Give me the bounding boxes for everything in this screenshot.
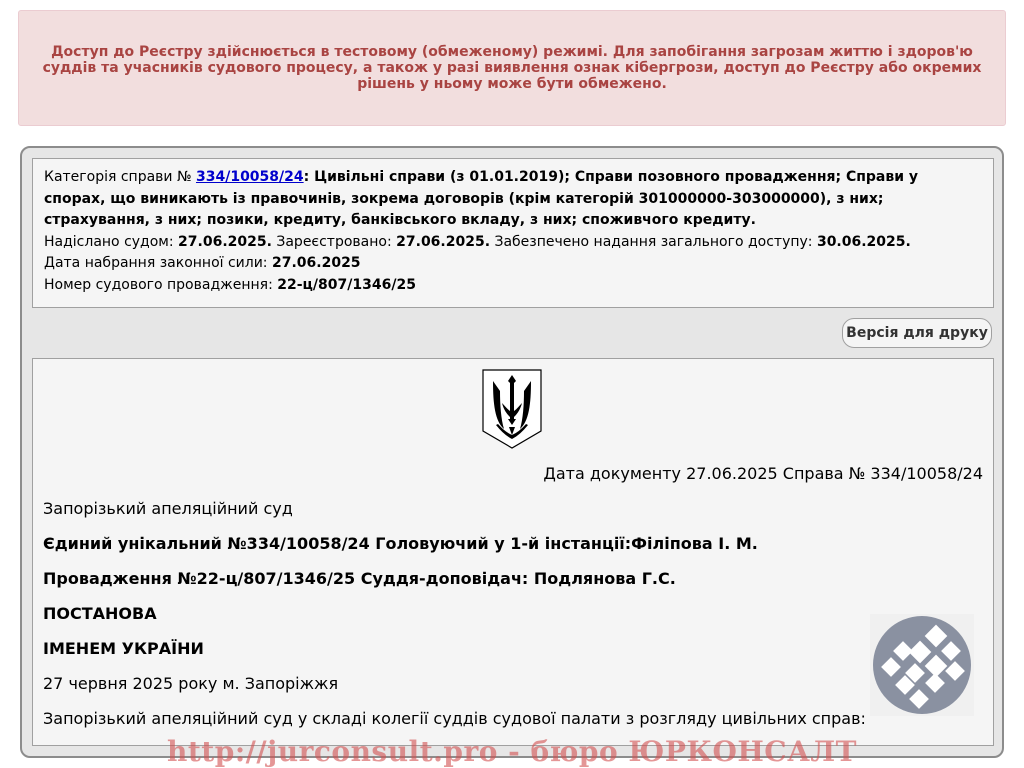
access-warning-alert <box>18 10 1006 126</box>
document-body <box>32 358 994 746</box>
unique-number-line: Єдиний унікальний №334/10058/24 Головуючий у 1-й інстанції:Філіпова І. М. <box>43 534 758 553</box>
court-name: Запорізький апеляційний суд <box>43 499 293 518</box>
registered-date: 27.06.2025. <box>396 233 491 250</box>
dates-line: Надіслано судом: 27.06.2025. Зареєстровано: 27.06.2025. Забезпечено надання загального доступу: 30.06.2025. <box>44 233 911 250</box>
effective-line: Дата набрання законної сили: 27.06.2025 <box>44 255 361 271</box>
document-date-line: Дата документу 27.06.2025 Справа № 334/10058/24 <box>543 464 983 483</box>
effective-date: 27.06.2025 <box>271 255 361 271</box>
document-panel <box>20 146 1004 758</box>
panel-composition-line: Запорізький апеляційний суд у складі колегії суддів судової палати з розгляду цивільних справ: <box>43 709 866 728</box>
access-date: 30.06.2025. <box>816 233 911 250</box>
watermark-logo-icon <box>870 614 974 716</box>
resolution-heading: ПОСТАНОВА <box>43 604 157 623</box>
sent-date: 27.06.2025. <box>178 233 272 250</box>
date-place-line: 27 червня 2025 року м. Запоріжжя <box>43 674 339 693</box>
category-text: : Цивільні справи (з 01.01.2019); Справи позовного провадження; Справи у спорах, що виникають із правочинів, зокрема договорів (крім категорій 301000000-303000000), з них; страхування, з них; позики, кредиту, банківського вкладу, з них; споживчого кредиту. <box>44 169 919 228</box>
proceeding-line: Номер судового провадження: 22-ц/807/1346/25 <box>44 276 416 293</box>
watermark-text: http://jurconsult.pro - бюро ЮРКОНСАЛТ <box>167 735 857 768</box>
category-line: Категорія справи № 334/10058/24: Цивільні справи (з 01.01.2019); Справи позовного провадження; Справи у спорах, що виникають із правочинів, зокрема договорів (крім категорій 301000000-303000000), з них; страхування, з них; позики, кредиту, банківського вкладу, з них; споживчого кредиту. <box>44 169 919 228</box>
in-name-heading: ІМЕНЕМ УКРАЇНИ <box>43 639 204 658</box>
case-info-box <box>32 158 994 308</box>
print-version-button[interactable]: Версія для друку <box>842 318 992 348</box>
alert-text: Доступ до Реєстру здійснюється в тестовому (обмеженому) режимі. Для запобігання загрозам життю і здоров'ю суддів та учасників судового процесу, а також у разі виявлення ознак кібергрози, доступ до Реєстру або окремих рішень у ньому може бути обмежено. <box>42 44 982 92</box>
case-number-link[interactable]: 334/10058/24 <box>195 169 304 185</box>
proceeding-judge-line: Провадження №22-ц/807/1346/25 Суддя-доповідач: Подлянова Г.С. <box>43 569 676 588</box>
trident-emblem-icon <box>482 369 542 449</box>
proceeding-number: 22-ц/807/1346/25 <box>277 276 416 293</box>
